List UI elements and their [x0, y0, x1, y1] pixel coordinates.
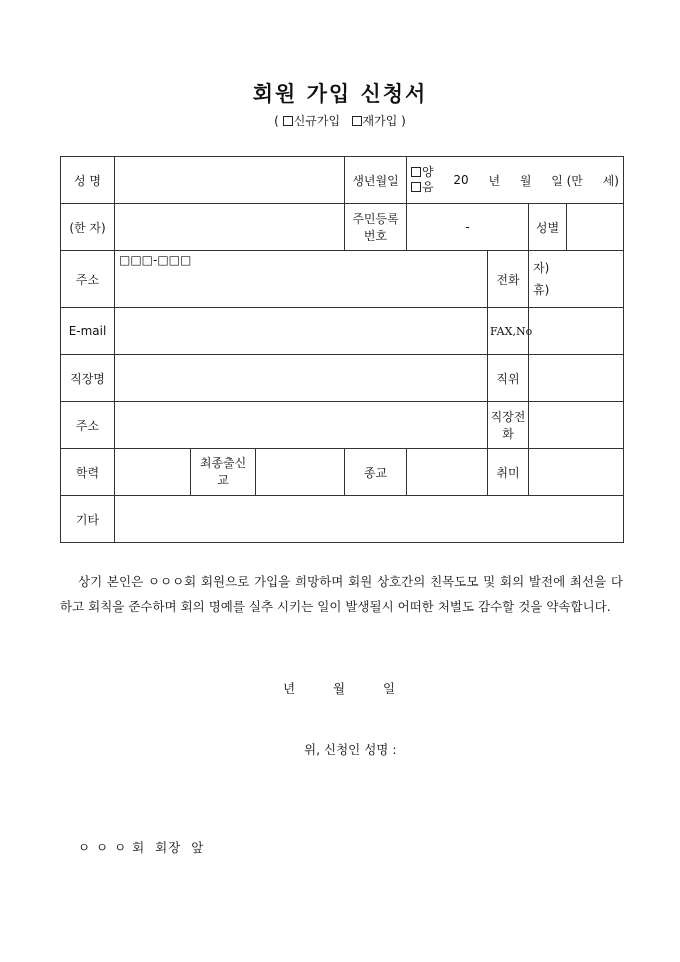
pledge-text: 상기 본인은 ㅇㅇㅇ회 회원으로 가입을 희망하며 회원 상호간의 친목도모 및 회의 발전에 최선을 다하고 회칙을 준수하며 회의 명예를 실추 시키는 일이 발생될시 어떠한 처벌도 감수할 것을 약속합니다. — [60, 574, 623, 614]
paren-close: ) — [401, 114, 406, 128]
date-month-label: 월 — [333, 681, 346, 696]
address-label: 주소 — [61, 251, 115, 308]
position-field[interactable] — [529, 355, 624, 402]
fax-field[interactable] — [529, 308, 624, 355]
etc-label: 기타 — [61, 496, 115, 543]
recipient-line: ㅇ ㅇ ㅇ 회 회장 앞 — [78, 840, 205, 855]
fax-label: FAX,No — [488, 308, 529, 355]
birth-month-label: 월 — [519, 173, 532, 188]
application-form-table — [60, 156, 624, 543]
rrn-field[interactable] — [407, 204, 529, 251]
applicant-signature-label: 위, 신청인 성명 : — [304, 742, 397, 757]
rrn-dash: - — [465, 220, 470, 234]
work-address-label: 주소 — [61, 402, 115, 449]
name-field[interactable] — [115, 157, 345, 204]
gender-field[interactable] — [567, 204, 624, 251]
new-member-label: 신규가입 — [293, 114, 341, 128]
date-day-label: 일 — [383, 681, 396, 696]
etc-field[interactable] — [115, 496, 624, 543]
application-type — [0, 112, 680, 129]
solar-label: 양 — [422, 165, 434, 179]
postal-code-boxes: □□□-□□□ — [119, 253, 192, 267]
hanja-field[interactable] — [115, 204, 345, 251]
birth-field[interactable] — [407, 157, 624, 204]
home-phone-label: 자) — [533, 261, 550, 275]
gender-label: 성별 — [529, 204, 567, 251]
phone-label: 전화 — [488, 251, 529, 308]
phone-field[interactable] — [529, 251, 624, 308]
lunar-label: 음 — [422, 180, 434, 194]
religion-label: 종교 — [345, 449, 407, 496]
hobby-field[interactable] — [529, 449, 624, 496]
work-phone-label: 직장전화 — [488, 402, 529, 449]
company-field[interactable] — [115, 355, 488, 402]
email-field[interactable] — [115, 308, 488, 355]
birth-century: 20 — [453, 173, 469, 187]
work-phone-field[interactable] — [529, 402, 624, 449]
hobby-label: 취미 — [488, 449, 529, 496]
birth-year-label: 년 — [488, 173, 501, 188]
education-field[interactable] — [115, 449, 191, 496]
lunar-checkbox[interactable] — [411, 182, 421, 192]
birth-label: 생년월일 — [345, 157, 407, 204]
rejoin-checkbox[interactable] — [352, 116, 362, 126]
application-date — [283, 679, 433, 697]
paren-open: ( — [274, 114, 279, 128]
education-label: 학력 — [61, 449, 115, 496]
new-member-checkbox[interactable] — [283, 116, 293, 126]
company-label: 직장명 — [61, 355, 115, 402]
hanja-label: (한 자) — [61, 204, 115, 251]
age-open-label: (만 — [566, 173, 583, 188]
age-close-label: 세) — [602, 173, 619, 188]
rejoin-label: 재가입 — [362, 114, 398, 128]
work-address-field[interactable] — [115, 402, 488, 449]
birth-day-label: 일 — [551, 173, 563, 188]
email-label: E-mail — [61, 308, 115, 355]
date-year-label: 년 — [283, 681, 296, 696]
solar-checkbox[interactable] — [411, 167, 421, 177]
last-school-field[interactable] — [256, 449, 345, 496]
rrn-label: 주민등록번호 — [345, 204, 407, 251]
address-field[interactable] — [115, 251, 488, 308]
name-label: 성 명 — [61, 157, 115, 204]
religion-field[interactable] — [407, 449, 488, 496]
position-label: 직위 — [488, 355, 529, 402]
page-title: 회원 가입 신청서 — [252, 81, 428, 106]
mobile-phone-label: 휴) — [533, 283, 550, 297]
last-school-label: 최종출신교 — [191, 449, 256, 496]
